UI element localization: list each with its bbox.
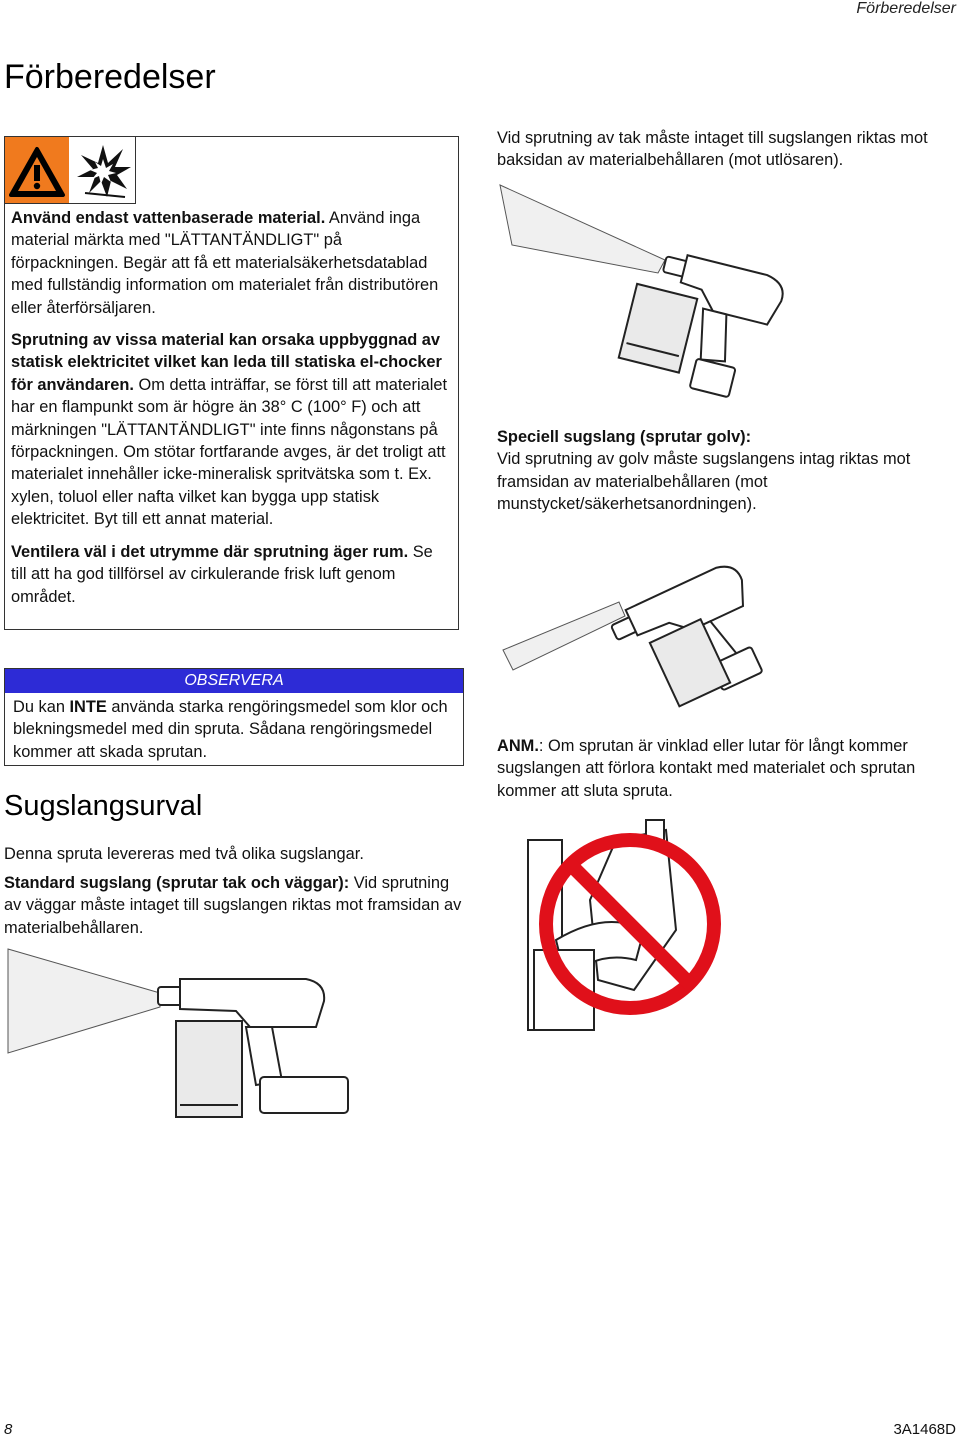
page-number: 8 [4,1421,13,1438]
notice-heading: OBSERVERA [5,669,463,693]
ceiling-spray-illustration [490,175,790,415]
warning-text [11,207,452,618]
standard-hose-text: Standard sugslang (sprutar tak och väggar): Vid sprutning av väggar måste intaget till sugslangen riktas mot framsidan av materialbehållaren. [4,874,462,937]
special-hose-text: Speciell sugslang (sprutar golv): Vid sprutning av golv måste sugslangens intag riktas mot framsidan av materialbehållaren (mot munstycket/säkerhetsanordningen). [497,428,911,514]
running-header: Förberedelser [856,0,956,17]
angled-sprayer-prohibited-illustration [526,820,736,1035]
warning-paragraph-2: Sprutning av vissa material kan orsaka uppbyggnad av statisk elektricitet vilket kan leda till statiska el-chocker för användaren. Om detta inträffar, se först till att materialet har en flampunkt som är högre än 38° C (100° F) och att märkningen "LÄTTANTÄNDLIGT" inte finns någonstans på förpackningen. Om stötar fortfarande avges, är det troligt att materialet innehåller icke-mineralisk spritvätska som t. Ex. xylen, toluol eller nafta vilket kan bygga upp statisk elektricitet. Byt till ett annat material. [11,331,448,529]
section-intro: Denna spruta levereras med två olika sugslangar. [4,845,364,863]
notice-box [4,668,464,766]
warning-paragraph-3: Ventilera väl i det utrymme där sprutning äger rum. Se till att ha god tillförsel av cirkulerande frisk luft genom området. [11,542,433,606]
explosion-icon [71,137,135,203]
wall-spray-illustration [0,945,360,1125]
notice-body: Du kan INTE använda starka rengöringsmedel som klor och blekningsmedel med din spruta. Sådana rengöringsmedel kommer att skada sprutan. [13,698,448,761]
warning-icon-strip [5,137,136,204]
section-title: Sugslangsurval [4,790,203,822]
document-id: 3A1468D [893,1421,956,1438]
page-title: Förberedelser [4,58,216,96]
warning-triangle-icon [5,137,69,203]
ceiling-spray-text: Vid sprutning av tak måste intaget till sugslangen riktas mot baksidan av materialbehållaren (mot utlösaren). [497,129,928,170]
warning-box [4,136,459,630]
angle-note-text: ANM.: Om sprutan är vinklad eller lutar för långt kommer sugslangen att förlora kontakt med materialet och sprutan kommer att sluta spruta. [497,737,916,800]
floor-spray-illustration [495,520,795,700]
warning-paragraph-1: Använd endast vattenbaserade material. Använd inga material märkta med "LÄTTANTÄNDLIGT" på förpackningen. Begär att få ett materialsäkerhetsdatablad med fullständig information om materialet från distributören eller återförsäljaren. [11,209,439,317]
